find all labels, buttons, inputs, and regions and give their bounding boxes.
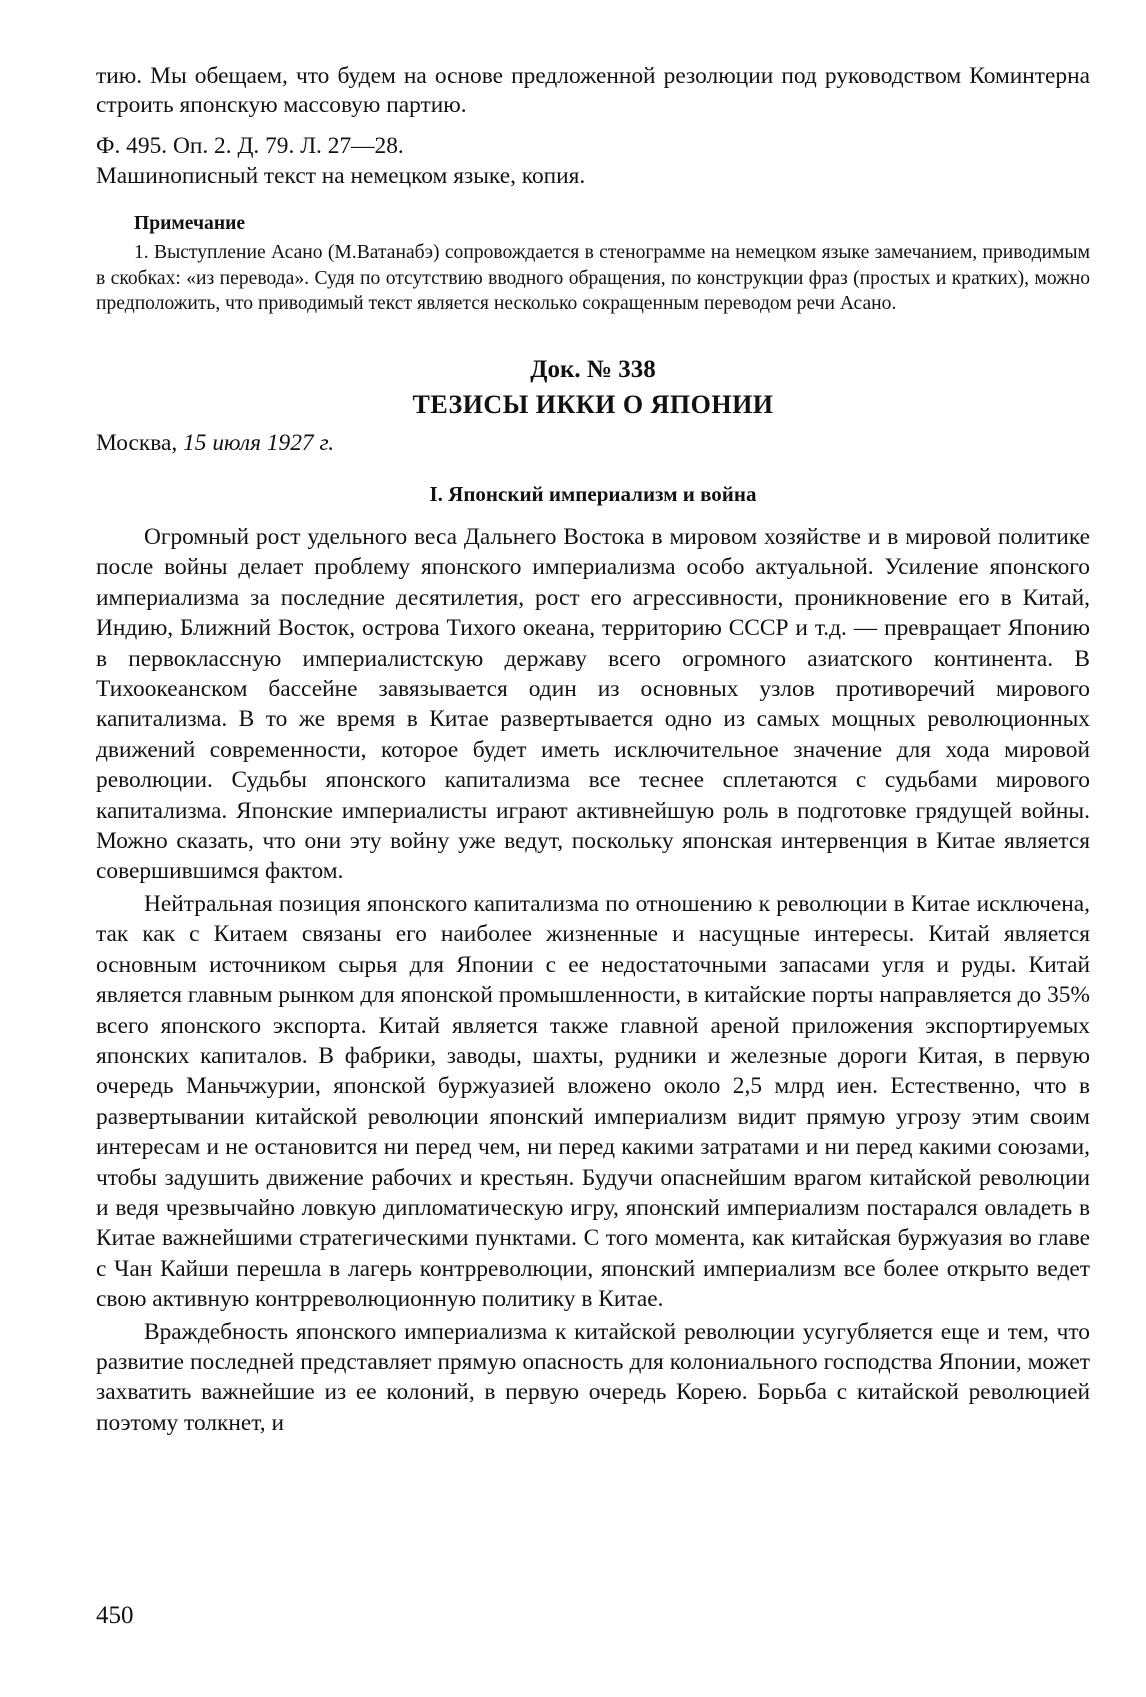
document-page (96, 62, 1090, 1438)
page-number: 450 (96, 1602, 134, 1629)
section-heading: I. Японский империализм и война (429, 482, 757, 507)
note-text: 1. Выступление Асано (М.Ватанабэ) сопровождается в стенограмме на немецком языке замечанием, приводимым в скобках: «из перевода». Судя по отсутствию вводного обращения, по конструкции фраз (простых и кратких), можно предположить, что приводимый текст является несколько сокращенным переводом речи Асано. (96, 242, 1090, 315)
section-body (96, 522, 1090, 1438)
place-date (96, 429, 1090, 458)
archive-reference: Ф. 495. Оп. 2. Д. 79. Л. 27—28. (96, 133, 404, 160)
note-title: Примечание (134, 212, 246, 234)
document-place: Москва, (96, 429, 178, 456)
archive-reference-type: Машинописный текст на немецком языке, копия. (96, 162, 586, 189)
body-paragraph: Огромный рост удельного веса Дальнего Востока в мировом хозяйстве и в мировой политике после войны делает проблему японского империализма особо актуальной. Усиление японского империализма за последние десятилетия, рост его агрессивности, проникновение его в Китай, Индию, Ближний Восток, острова Тихого океана, территорию СССР и т.д. — превращает Японию в первоклассную империалистскую державу всего огромного азиатского континента. В Тихоокеанском бассейне завязывается один из основных узлов противоречий мирового капитализма. В то же время в Китае развертывается одно из самых мощных революционных движений современности, которое будет иметь исключительное значение для хода мировой революции. Судьбы японского капитализма все теснее сплетаются с судьбами мирового капитализма. Японские империалисты играют активнейшую роль в подготовке грядущей войны. Можно сказать, что они эту войну уже ведут, поскольку японская интервенция в Китае является совершившимся фактом. (96, 524, 1090, 885)
document-number: Док. № 338 (530, 355, 656, 383)
continuation-paragraph: тию. Мы обещаем, что будем на основе предложенной резолюции под руководством Коминтерна строить японскую массовую партию. (96, 63, 1090, 119)
body-paragraph: Нейтральная позиция японского капитализма по отношению к революции в Китае исключена, так как с Китаем связаны его наиболее жизненные и насущные интересы. Китай является основным источником сырья для Японии с ее недостаточными запасами угля и руды. Китай является главным рынком для японской промышленности, в китайские порты направляется до 35% всего японского экспорта. Китай является также главной ареной приложения экспортируемых японских капиталов. В фабрики, заводы, шахты, рудники и железные дороги Китая, в первую очередь Маньчжурии, японской буржуазией вложено около 2,5 млрд иен. Естественно, что в развертывании китайской революции японский империализм видит прямую угрозу этим своим интересам и не остановится ни перед чем, ни перед какими затратами и ни перед какими союзами, чтобы задушить движение рабочих и крестьян. Будучи опаснейшим врагом китайской революции и ведя чрезвычайно ловкую дипломатическую игру, японский империализм постарался овладеть в Китае важнейшими стратегическими пунктами. С того момента, как китайская буржуазия во главе с Чан Кайши перешла в лагерь контрреволюции, японский империализм все более открыто ведет свою активную контрреволюционную политику в Китае. (96, 890, 1090, 1313)
document-title: ТЕЗИСЫ ИККИ О ЯПОНИИ (412, 389, 774, 419)
note-block (96, 211, 1090, 317)
document-date: 15 июля 1927 г. (183, 429, 335, 456)
body-paragraph: Враждебность японского империализма к китайской революции усугубляется еще и тем, что развитие последней представляет прямую опасность для колониального господства Японии, может захватить важнейшие из ее колоний, в первую очередь Корею. Борьба с китайской революцией поэтому толкнет, и (96, 1318, 1090, 1436)
